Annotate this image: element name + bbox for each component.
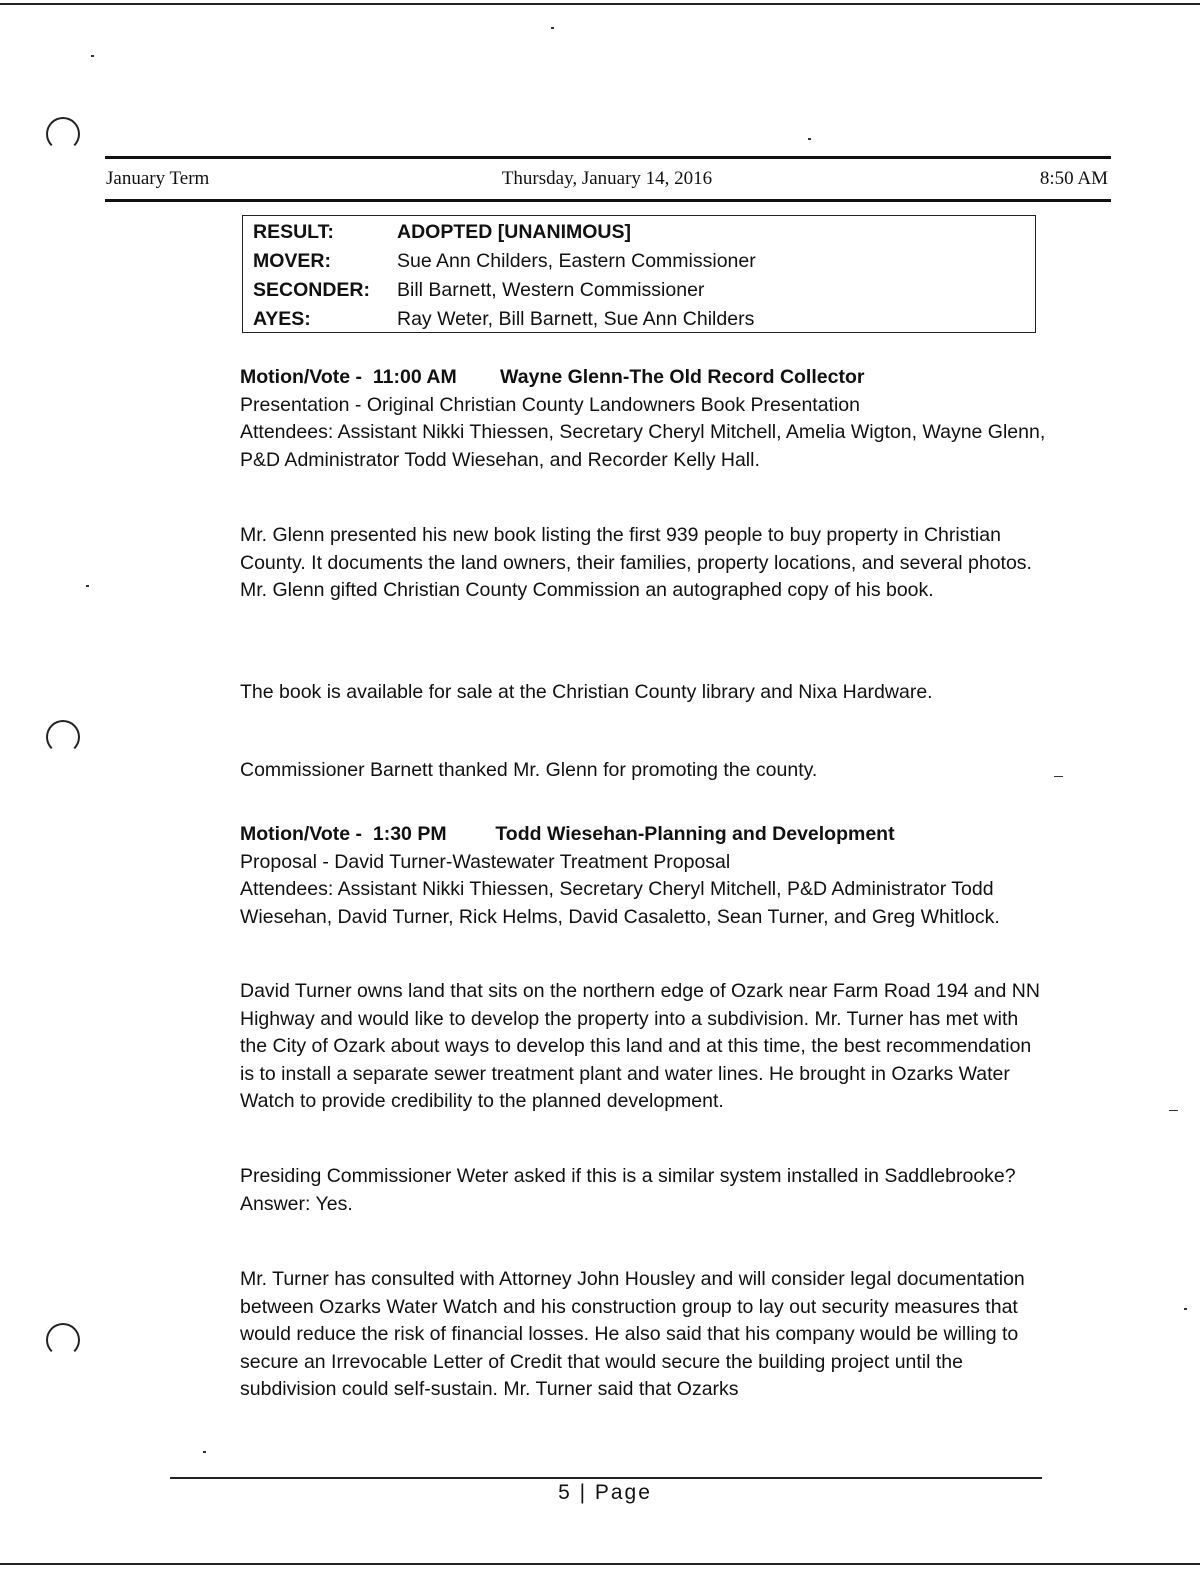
motion-label: Motion/Vote - [240,366,363,388]
punch-hole-icon [46,720,80,754]
seconder-value: Bill Barnett, Western Commissioner [397,279,705,301]
paragraph: David Turner owns land that sits on the northern edge of Ozark near Farm Road 194 and NN Highway and would like to develop the property into a subdivision. Mr. Turner has met with the City of Ozark about ways to develop this land and at this time, the best recommendation is to install a separate sewer treatment plant and water lines. He brought in Ozarks Water Watch to provide credibility to the planned development. [240,980,1040,1112]
result-box [242,215,1036,333]
scan-speck [1184,1308,1187,1310]
paragraph: Mr. Glenn presented his new book listing the first 939 people to buy property in Christian County. It documents the land owners, their families, property locations, and several photos. Mr. Glenn gifted Christian County Commission an autographed copy of his book. [240,524,1032,601]
ayes-row [253,305,1035,334]
paragraph: Presiding Commissioner Weter asked if this is a similar system installed in Saddlebrooke? Answer: Yes. [240,1165,1016,1215]
scan-speck [808,138,811,140]
motion-title: Todd Wiesehan-Planning and Development [495,823,895,845]
motion-title: Wayne Glenn-The Old Record Collector [500,366,865,388]
motion-line [240,821,1050,849]
paragraph: Commissioner Barnett thanked Mr. Glenn for promoting the county. [240,759,818,781]
scan-speck [1054,776,1063,777]
presentation-line: Presentation - Original Christian County Landowners Book Presentation [240,393,861,416]
ayes-value: Ray Weter, Bill Barnett, Sue Ann Childers [397,308,755,330]
header-rule [105,199,1111,202]
agenda-item-1-header [240,364,1050,474]
footer-rule [170,1477,1042,1479]
punch-hole-icon [46,1323,80,1357]
header-rule [105,156,1111,159]
result-value: ADOPTED [UNANIMOUS] [397,221,631,243]
punch-hole-icon [46,117,80,151]
mover-label: MOVER: [253,250,331,272]
result-row [253,218,1035,247]
scan-speck [86,585,89,587]
scan-speck [91,55,94,57]
mover-row [253,247,1035,276]
header-time: 8:50 AM [1039,168,1108,189]
scan-speck [203,1451,206,1453]
attendees-text: Attendees: Assistant Nikki Thiessen, Secretary Cheryl Mitchell, Amelia Wigton, Wayne Glenn, P&D Administrator Todd Wiesehan, and Recorder Kelly Hall. [240,421,1046,471]
motion-label: Motion/Vote - [240,823,363,845]
page-number: 5 | Page [558,1481,652,1504]
result-label: RESULT: [253,221,334,243]
scan-speck [1169,1110,1178,1111]
agenda-item-2-header [240,821,1050,931]
motion-line [240,364,1050,392]
proposal-line: Proposal - David Turner-Wastewater Treatment Proposal [240,850,731,873]
header-term: January Term [106,168,210,189]
scan-top-edge [0,3,1200,5]
scan-speck [551,27,554,29]
attendees-text: Attendees: Assistant Nikki Thiessen, Secretary Cheryl Mitchell, P&D Administrator Todd Wiesehan, David Turner, Rick Helms, David Casaletto, Sean Turner, and Greg Whitlock. [240,878,1000,928]
mover-value: Sue Ann Childers, Eastern Commissioner [397,250,756,272]
motion-time: 11:00 AM [372,366,457,388]
seconder-label: SECONDER: [253,279,371,301]
motion-time: 1:30 PM [372,823,447,845]
paragraph: Mr. Turner has consulted with Attorney John Housley and will consider legal documentation between Ozarks Water Watch and his construction group to lay out security measures that would reduce the risk of financial losses. He also said that his company would be willing to secure an Irrevocable Letter of Credit that would secure the building project until the subdivision could self-sustain. Mr. Turner said that Ozarks [240,1268,1025,1400]
header-date: Thursday, January 14, 2016 [501,168,713,189]
paragraph: The book is available for sale at the Christian County library and Nixa Hardware. [240,681,933,703]
ayes-label: AYES: [253,308,311,330]
seconder-row [253,276,1035,305]
scan-bottom-edge [0,1563,1200,1565]
